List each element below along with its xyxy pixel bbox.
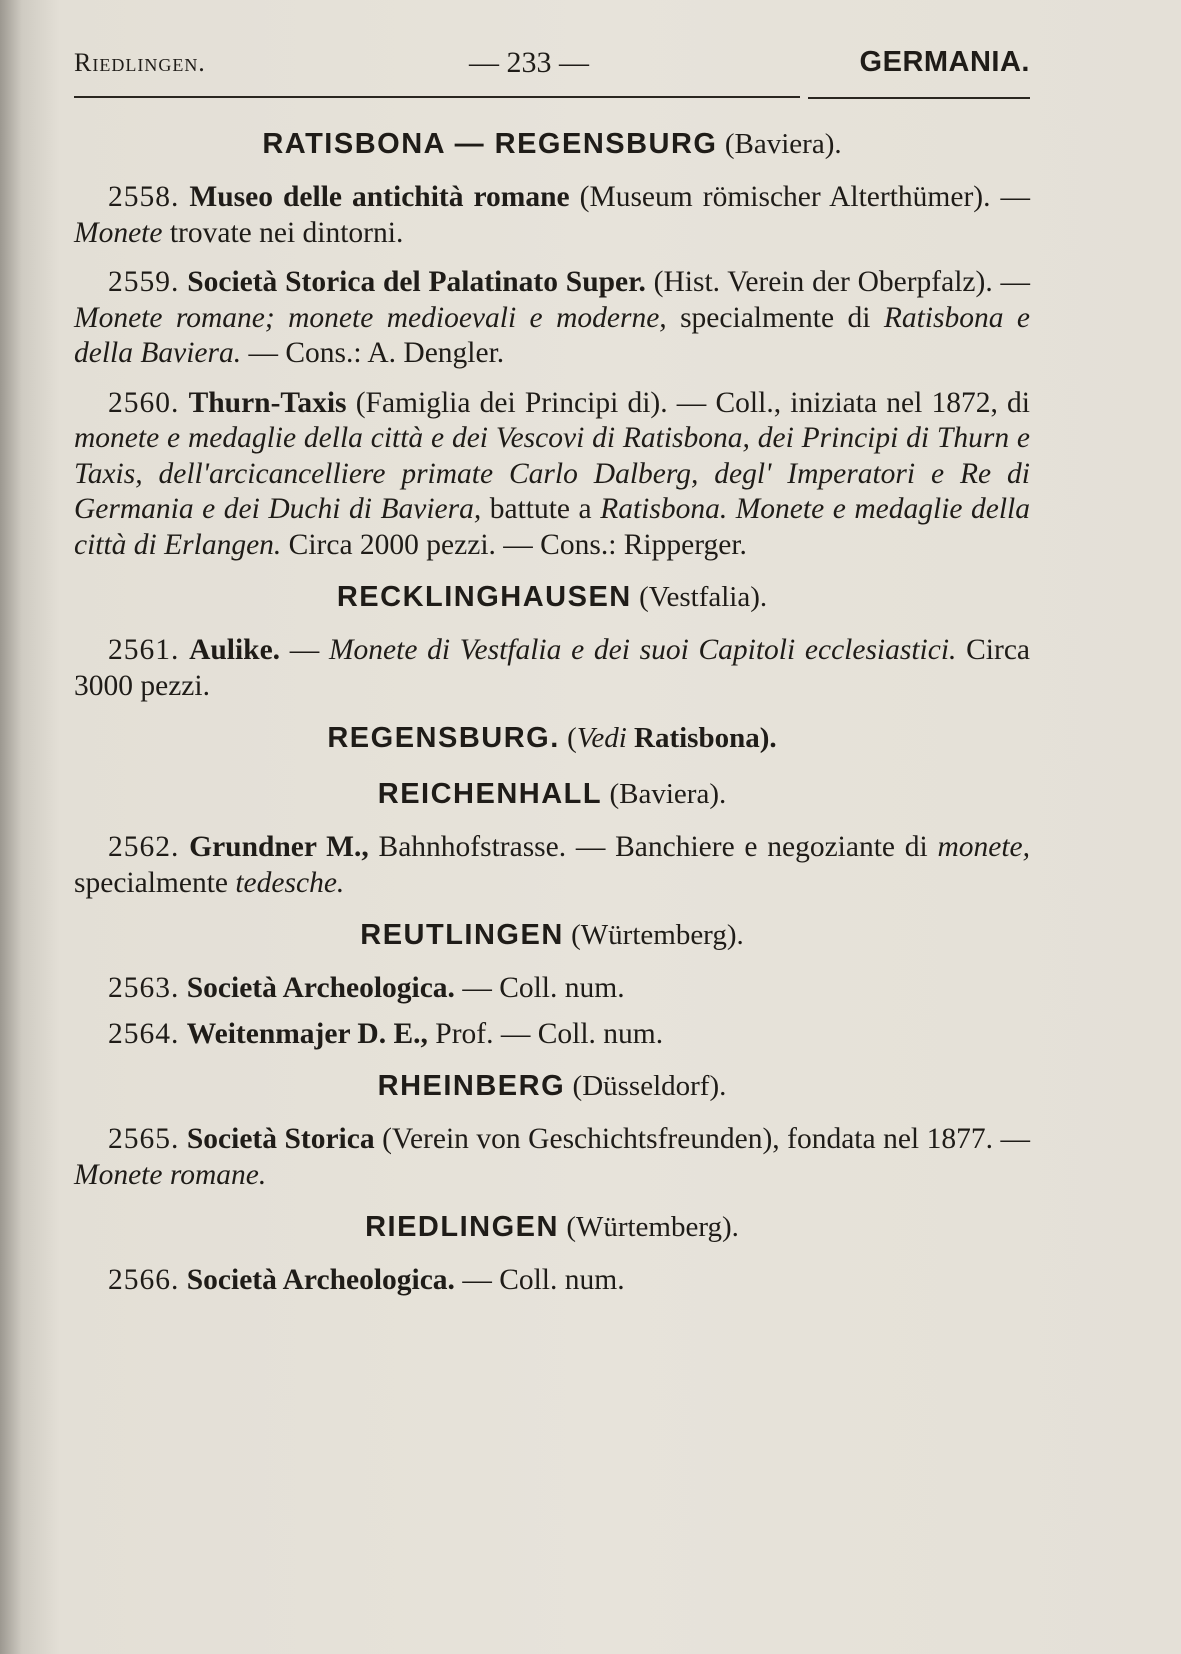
entry-name: Aulike. bbox=[189, 634, 281, 666]
entry-name: Museo delle antichità romane bbox=[189, 181, 570, 213]
city-region: (Düsseldorf). bbox=[572, 1070, 727, 1102]
entry-text: battute a bbox=[481, 493, 601, 525]
entry-number: 2558. bbox=[108, 181, 180, 213]
entry-name: Grundner M., bbox=[189, 831, 369, 863]
entry-text: monete e medaglie della città e dei Vescovi di Ratisbona, dei Principi di Thurn e Taxis, dell'arcicancelliere primate Carlo Dalberg, degl' Imperatori e Re di Germania e dei Duchi di Baviera, bbox=[74, 422, 1030, 525]
entry bbox=[74, 1263, 1030, 1299]
entry-text: monete, bbox=[937, 831, 1031, 863]
city-name: REICHENHALL bbox=[377, 778, 603, 810]
entry-text: Bahnhofstrasse. — Banchiere e negoziante di bbox=[368, 831, 938, 863]
entry-name: Società Archeologica. bbox=[186, 972, 455, 1004]
header-rule bbox=[74, 96, 800, 98]
city-heading bbox=[74, 774, 1030, 814]
city-name: REUTLINGEN bbox=[360, 919, 564, 951]
entry-name: Società Storica bbox=[186, 1123, 375, 1155]
city-heading bbox=[74, 1207, 1030, 1247]
entry-text: — Coll. num. bbox=[454, 1264, 625, 1296]
city-name: RECKLINGHAUSEN bbox=[336, 581, 632, 613]
entry-text: Monete bbox=[74, 216, 163, 249]
entry-name: Weitenmajer D. E., bbox=[186, 1017, 428, 1050]
city-name: RIEDLINGEN bbox=[365, 1211, 559, 1243]
city-region: (Vestfalia). bbox=[639, 581, 768, 613]
entry-number: 2565. bbox=[108, 1123, 180, 1155]
entry-text: trovate nei dintorni. bbox=[162, 216, 404, 249]
running-head-left: Riedlingen. bbox=[74, 48, 206, 77]
running-head-right: GERMANIA. bbox=[859, 46, 1030, 78]
city-region: (Würtemberg). bbox=[566, 1211, 739, 1243]
entry bbox=[74, 971, 1030, 1007]
entry-text: Circa 3000 pezzi. bbox=[74, 634, 1031, 702]
city-heading bbox=[74, 1066, 1030, 1106]
city-name: RHEINBERG bbox=[377, 1070, 566, 1102]
city-heading bbox=[74, 577, 1030, 617]
city-heading bbox=[74, 718, 1030, 758]
entry-text: specialmente bbox=[74, 866, 236, 899]
entry-text: — bbox=[280, 634, 329, 666]
entry-text: (Hist. Verein der Oberpfalz). — bbox=[645, 266, 1030, 298]
city-region: (Baviera). bbox=[724, 128, 842, 160]
entry-text: Monete di Vestfalia e dei suoi Capitoli ecclesiastici. bbox=[328, 634, 957, 666]
city-reference: ( bbox=[567, 722, 577, 754]
entry-name: Società Archeologica. bbox=[186, 1264, 455, 1296]
entry bbox=[74, 1017, 1030, 1053]
header-rule-right bbox=[808, 97, 1030, 99]
entry-text: Ratisbona. Monete e medaglie della città di Erlangen. bbox=[74, 493, 1030, 561]
entry-number: 2566. bbox=[108, 1264, 180, 1296]
entry-text: specialmente di bbox=[666, 301, 884, 334]
entry-text: Circa 2000 pezzi. — Cons.: Ripperger. bbox=[281, 528, 747, 561]
entry-text: Monete romane; monete medioevali e moderne, bbox=[74, 301, 667, 334]
entry-text: — Coll. num. bbox=[454, 972, 625, 1004]
entry-name: Thurn-Taxis bbox=[188, 386, 347, 419]
city-reference: Vedi bbox=[576, 722, 627, 754]
entry-number: 2561. bbox=[108, 634, 180, 666]
city-name: RATISBONA — REGENSBURG bbox=[262, 128, 718, 160]
city-name: REGENSBURG. bbox=[327, 722, 560, 754]
city-region: (Baviera). bbox=[609, 778, 727, 810]
entry-text: (Verein von Geschichtsfreunden), fondata nel 1877. — bbox=[374, 1123, 1031, 1155]
entry bbox=[74, 1122, 1030, 1193]
entry bbox=[74, 633, 1030, 704]
city-reference: Ratisbona). bbox=[626, 722, 777, 754]
entry-text: Ratisbona e della Baviera. bbox=[74, 301, 1030, 369]
city-heading bbox=[74, 915, 1030, 955]
entry-text: (Famiglia dei Principi di). — Coll., iniziata nel 1872, di bbox=[346, 386, 1031, 419]
entry bbox=[74, 265, 1030, 372]
entry-text: — Cons.: A. Dengler. bbox=[241, 337, 505, 369]
entry-text: (Museum römischer Alterthümer). — bbox=[569, 181, 1031, 213]
entry-number: 2564. bbox=[108, 1017, 180, 1050]
entry-text: Prof. — Coll. num. bbox=[427, 1017, 664, 1050]
entry bbox=[74, 386, 1030, 564]
city-heading bbox=[74, 124, 1030, 164]
entry-text: tedesche. bbox=[235, 866, 345, 899]
entry-name: Società Storica del Palatinato Super. bbox=[187, 266, 646, 298]
entry bbox=[74, 830, 1030, 901]
entry-text: Monete romane. bbox=[74, 1158, 267, 1191]
entry-number: 2562. bbox=[108, 831, 180, 863]
entry-number: 2560. bbox=[108, 386, 180, 419]
entry-number: 2559. bbox=[108, 266, 180, 298]
running-head bbox=[74, 46, 1030, 86]
directory-listing bbox=[74, 124, 1030, 1313]
entry-number: 2563. bbox=[108, 972, 180, 1004]
page-number: — 233 — bbox=[469, 46, 589, 79]
entry bbox=[74, 180, 1030, 251]
city-region: (Würtemberg). bbox=[571, 919, 744, 951]
